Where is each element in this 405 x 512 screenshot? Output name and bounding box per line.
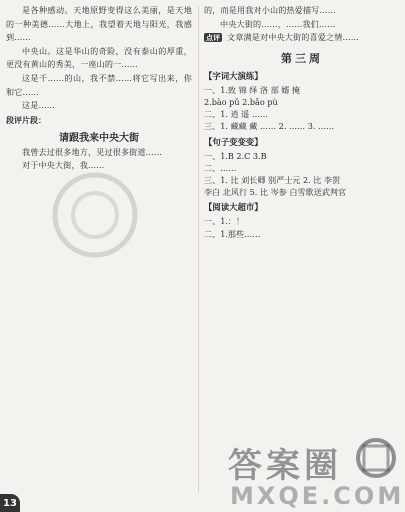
- answer-line: 三、1. 比 刘长卿 别严士元 2. 比 李贺: [204, 175, 341, 185]
- watermark-text: 答案圈: [228, 446, 342, 486]
- answer-line: 一、1.致 锦 绎 洛 部 婿 掩: [204, 84, 301, 95]
- answer-line: 李白 北风行 5. 比 岑参 白雪歌送武判官: [204, 187, 346, 198]
- column-divider: [198, 6, 199, 492]
- answer-line: 三、1. 藏藏 藏 …… 2. …… 3. ……: [204, 121, 335, 132]
- essay-title: 请跟我来中央大街: [59, 132, 139, 144]
- watermark-url: MXQE.COM: [230, 482, 405, 510]
- page-number: 13: [0, 494, 20, 512]
- answer-line: 一、1.B 2.C 3.B: [204, 150, 267, 161]
- paragraph: 是各种感动。天地原野变得这么美丽，是天地的一种美德……大地上，我望着天地与阳光，我感到……: [6, 5, 192, 43]
- left-column: [6, 4, 192, 494]
- answer-line: 一、1.：！: [204, 216, 245, 227]
- section-heading: 【句子变变变】: [204, 136, 263, 147]
- section-heading: 【字词大演练】: [204, 70, 263, 81]
- paragraph: 中央大街的……，……我们……: [220, 18, 336, 29]
- answer-line: 二、……: [204, 162, 237, 173]
- week-title: 第三周: [281, 51, 323, 65]
- essay-paragraph: 我曾去过很多地方，见过很多街道……: [22, 146, 163, 157]
- comment-badge: 点评: [206, 33, 221, 43]
- paragraph: 的，而是用我对小山的热爱描写……: [204, 5, 336, 15]
- answer-line: 二、1.那些……: [204, 228, 261, 239]
- essay-paragraph: 对于中央大街，我……: [22, 160, 105, 171]
- comment-paragraph: [204, 31, 400, 45]
- paragraph: 这是千……的山，我不禁……将它写出来，你和它……: [6, 72, 192, 97]
- paragraph: 这是……: [22, 100, 55, 111]
- paragraph: 中央山。这是华山的奇险，没有泰山的厚重，更没有黄山的秀美，一座山的一……: [6, 45, 192, 70]
- answer-line: 二、1. 逍 遥 ……: [204, 109, 269, 120]
- answer-line: 2.bào pǔ 2.bǎo pù: [204, 96, 278, 107]
- section-heading: 【阅读大超市】: [204, 202, 263, 213]
- review-label: 段评片段：: [6, 114, 46, 125]
- right-column: [204, 4, 400, 494]
- comment-text: 文章满是对中央大街的喜爱之情……: [227, 32, 359, 43]
